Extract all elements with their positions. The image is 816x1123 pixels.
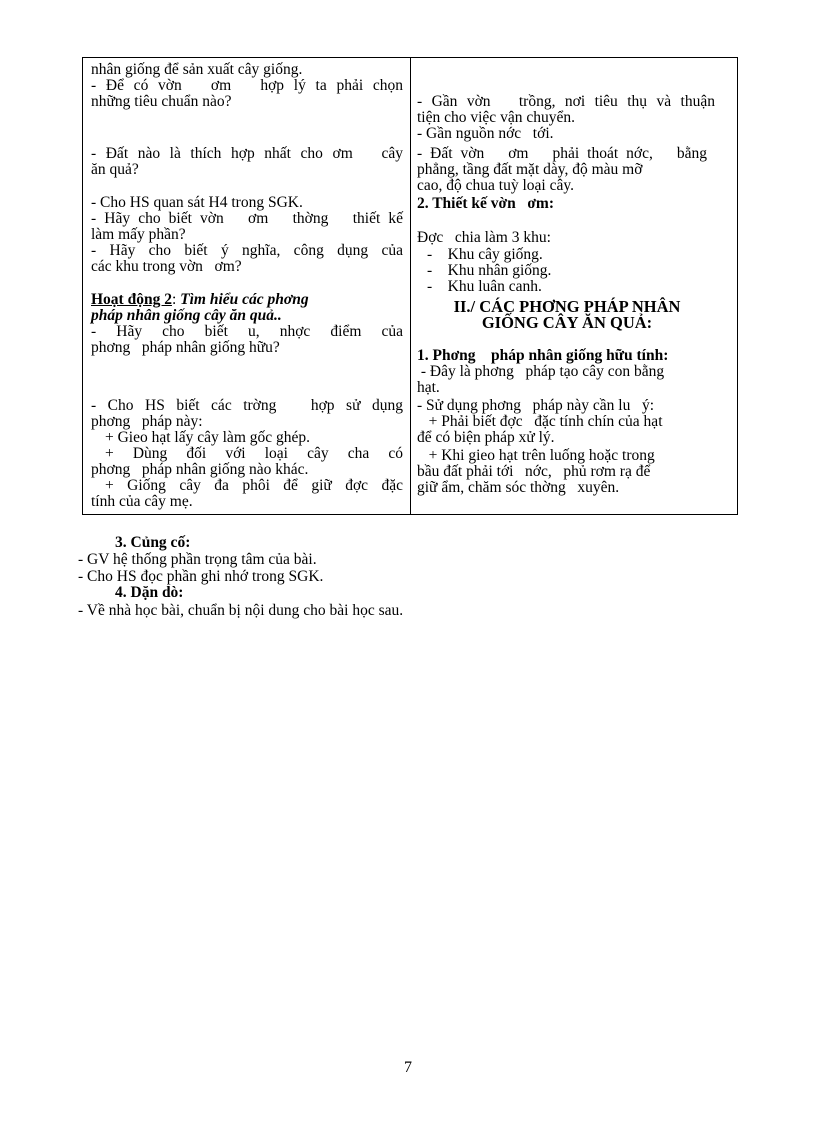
right-line: - Đây là phơng pháp tạo cây con bằng: [417, 363, 665, 380]
lesson-table: [82, 57, 738, 515]
section-title: II./ CÁC PHƠNG PHÁP NHÂN: [453, 297, 681, 316]
left-line: - Cho HS biết các trờng hợp sử dụng: [91, 397, 403, 414]
left-line: phơng pháp nhân giống hữu?: [91, 339, 280, 356]
method-heading: 1. Phơng pháp nhân giống hữu tính:: [417, 347, 669, 364]
right-line: cao, độ chua tuỳ loại cây.: [417, 177, 574, 194]
activity-title: Tìm hiểu các phơng: [180, 291, 309, 308]
right-line: tiện cho việc vận chuyển.: [417, 109, 575, 126]
left-line: nhân giống để sản xuất cây giống.: [91, 61, 303, 78]
right-line: giữ ẩm, chăm sóc thờng xuyên.: [417, 479, 620, 496]
left-line: tính của cây mẹ.: [91, 493, 193, 510]
left-line: các khu trong vờn ơm?: [91, 258, 242, 275]
left-line: làm mấy phần?: [91, 226, 186, 243]
consolidation-item: - Cho HS đọc phần ghi nhớ trong SGK.: [78, 568, 324, 585]
left-line: + Giống cây đa phôi để giữ đợc đặc: [105, 477, 403, 494]
left-line: - Hãy cho biết vờn ơm thờng thiết kế: [91, 210, 403, 227]
right-line: để có biện pháp xử lý.: [417, 429, 555, 446]
left-line: - Đất nào là thích hợp nhất cho ơm cây: [91, 145, 403, 162]
left-line: những tiêu chuẩn nào?: [91, 93, 232, 110]
activity-title-cont: pháp nhân giống cây ăn quả..: [91, 307, 282, 324]
right-line: - Đất vờn ơm phải thoát nớc, bằng: [417, 145, 707, 162]
left-line: - Hãy cho biết u, nhợc điểm của: [91, 323, 403, 340]
activity-heading: [91, 292, 309, 308]
left-line: phơng pháp nhân giống nào khác.: [91, 461, 309, 478]
right-line: + Phải biết đợc đặc tính chín của hạt: [417, 413, 663, 430]
column-divider: [410, 58, 411, 514]
right-line: phẳng, tầng đất mặt dày, độ màu mỡ: [417, 161, 643, 178]
activity-colon: :: [171, 291, 181, 308]
right-line: hạt.: [417, 379, 440, 396]
left-line: - Hãy cho biết ý nghĩa, công dụng của: [91, 242, 403, 259]
right-line: bầu đất phải tới nớc, phủ rơm rạ để: [417, 463, 651, 480]
left-line: - Cho HS quan sát H4 trong SGK.: [91, 194, 303, 211]
left-line: ăn quả?: [91, 161, 139, 178]
left-line: + Gieo hạt lấy cây làm gốc ghép.: [105, 429, 311, 446]
design-heading: 2. Thiết kế vờn ơm:: [417, 195, 555, 212]
section-title: GIỐNG CÂY ĂN QUẢ:: [481, 313, 653, 332]
zone-item: - Khu nhân giống.: [427, 262, 552, 279]
homework-heading: 4. Dặn dò:: [115, 584, 184, 601]
right-line: - Sử dụng phơng pháp này cần lu ý:: [417, 397, 655, 414]
left-line: - Để có vờn ơm hợp lý ta phải chọn: [91, 77, 403, 94]
consolidation-heading: 3. Củng cố:: [115, 534, 191, 551]
consolidation-item: - GV hệ thống phần trọng tâm của bài.: [78, 551, 317, 568]
right-line: + Khi gieo hạt trên luống hoặc trong: [417, 447, 655, 464]
zone-item: - Khu luân canh.: [427, 278, 542, 295]
zone-item: - Khu cây giống.: [427, 246, 543, 263]
right-line: Đợc chia làm 3 khu:: [417, 229, 551, 246]
homework-item: - Về nhà học bài, chuẩn bị nội dung cho bài học sau.: [78, 602, 404, 619]
right-line: - Gần vờn trồng, nơi tiêu thụ và thuận: [417, 93, 715, 110]
page-number: 7: [404, 1059, 412, 1076]
left-line: + Dùng đối với loại cây cha có: [105, 445, 403, 462]
right-line: - Gần nguồn nớc tới.: [417, 125, 554, 142]
activity-label: Hoạt động 2: [91, 291, 172, 308]
left-line: phơng pháp này:: [91, 413, 203, 430]
